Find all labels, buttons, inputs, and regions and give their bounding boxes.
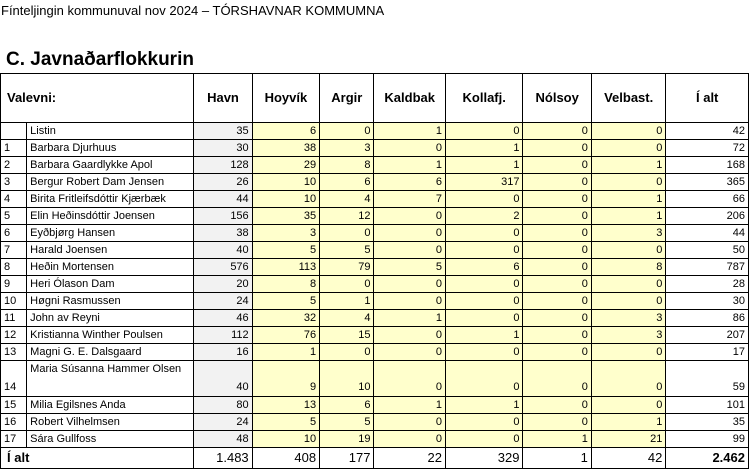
votes-argir: 1 (320, 293, 374, 310)
votes-total: 101 (666, 397, 749, 414)
votes-kaldbak: 0 (374, 431, 445, 448)
votes-argir: 19 (320, 431, 374, 448)
votes-nolsoy: 0 (523, 397, 591, 414)
votes-hoyvik: 9 (252, 361, 319, 397)
col-header-nolsoy: Nólsoy (523, 74, 591, 123)
votes-havn: 156 (194, 208, 252, 225)
votes-kollafj: 0 (445, 310, 523, 327)
votes-havn: 38 (194, 225, 252, 242)
row-index: 1 (1, 140, 27, 157)
votes-hoyvik: 5 (252, 293, 319, 310)
document-title: Fínteljingin kommunuval nov 2024 – TÓRSHAVNAR KOMMUMNA (1, 3, 385, 18)
votes-argir: 8 (320, 157, 374, 174)
votes-argir: 15 (320, 327, 374, 344)
votes-havn: 30 (194, 140, 252, 157)
table-row (1, 276, 749, 293)
votes-kaldbak: 5 (374, 259, 445, 276)
total-velbast: 42 (591, 448, 665, 469)
votes-kaldbak: 0 (374, 242, 445, 259)
total-grand: 2.462 (666, 448, 749, 469)
row-index: 11 (1, 310, 27, 327)
votes-kaldbak: 0 (374, 293, 445, 310)
votes-velbast: 3 (591, 225, 665, 242)
votes-argir: 5 (320, 414, 374, 431)
votes-havn: 40 (194, 361, 252, 397)
votes-kollafj: 0 (445, 191, 523, 208)
votes-total: 99 (666, 431, 749, 448)
votes-velbast: 0 (591, 344, 665, 361)
votes-argir: 4 (320, 310, 374, 327)
votes-total: 207 (666, 327, 749, 344)
candidate-name: Barbara Djurhuus (27, 140, 194, 157)
votes-havn: 112 (194, 327, 252, 344)
votes-kaldbak: 1 (374, 397, 445, 414)
votes-hoyvik: 8 (252, 276, 319, 293)
votes-velbast: 1 (591, 414, 665, 431)
votes-kollafj: 0 (445, 276, 523, 293)
votes-nolsoy: 0 (523, 208, 591, 225)
votes-nolsoy: 0 (523, 259, 591, 276)
votes-kollafj: 0 (445, 242, 523, 259)
votes-total: 50 (666, 242, 749, 259)
votes-velbast: 8 (591, 259, 665, 276)
votes-total: 86 (666, 310, 749, 327)
candidate-name: Kristianna Winther Poulsen (27, 327, 194, 344)
votes-hoyvik: 10 (252, 174, 319, 191)
candidate-name: Eyðbjørg Hansen (27, 225, 194, 242)
votes-havn: 44 (194, 191, 252, 208)
candidate-name: Bergur Robert Dam Jensen (27, 174, 194, 191)
col-header-kollafj: Kollafj. (445, 74, 523, 123)
votes-hoyvik: 113 (252, 259, 319, 276)
row-index: 9 (1, 276, 27, 293)
votes-total: 59 (666, 361, 749, 397)
votes-hoyvik: 29 (252, 157, 319, 174)
row-index: 7 (1, 242, 27, 259)
votes-kaldbak: 0 (374, 225, 445, 242)
votes-havn: 24 (194, 293, 252, 310)
row-index: 12 (1, 327, 27, 344)
votes-argir: 0 (320, 276, 374, 293)
votes-nolsoy: 0 (523, 344, 591, 361)
votes-total: 17 (666, 344, 749, 361)
candidate-name: Høgni Rasmussen (27, 293, 194, 310)
candidate-name: John av Reyni (27, 310, 194, 327)
votes-hoyvik: 35 (252, 208, 319, 225)
votes-kaldbak: 6 (374, 174, 445, 191)
votes-hoyvik: 1 (252, 344, 319, 361)
total-nolsoy: 1 (523, 448, 591, 469)
votes-kollafj: 2 (445, 208, 523, 225)
votes-argir: 3 (320, 140, 374, 157)
row-index: 2 (1, 157, 27, 174)
total-row (1, 448, 749, 469)
row-index: 15 (1, 397, 27, 414)
table-row (1, 157, 749, 174)
votes-kollafj: 0 (445, 225, 523, 242)
votes-kaldbak: 0 (374, 327, 445, 344)
table-row (1, 344, 749, 361)
table-row (1, 259, 749, 276)
votes-hoyvik: 10 (252, 191, 319, 208)
votes-argir: 79 (320, 259, 374, 276)
votes-velbast: 3 (591, 327, 665, 344)
col-header-kaldbak: Kaldbak (374, 74, 445, 123)
votes-havn: 46 (194, 310, 252, 327)
votes-havn: 40 (194, 242, 252, 259)
candidate-name: Birita Fritleifsdóttir Kjærbæk (27, 191, 194, 208)
table-row (1, 397, 749, 414)
candidate-name: Milia Egilsnes Anda (27, 397, 194, 414)
results-table (0, 73, 749, 469)
candidate-name: Sára Gullfoss (27, 431, 194, 448)
votes-kaldbak: 1 (374, 157, 445, 174)
votes-total: 30 (666, 293, 749, 310)
votes-hoyvik: 6 (252, 123, 319, 140)
votes-kaldbak: 0 (374, 208, 445, 225)
votes-kollafj: 0 (445, 361, 523, 397)
section-title: C. Javnaðarflokkurin (6, 49, 194, 70)
votes-total: 365 (666, 174, 749, 191)
table-row (1, 174, 749, 191)
votes-total: 44 (666, 225, 749, 242)
votes-nolsoy: 0 (523, 191, 591, 208)
votes-velbast: 3 (591, 310, 665, 327)
row-index: 3 (1, 174, 27, 191)
votes-kollafj: 0 (445, 293, 523, 310)
table-row (1, 208, 749, 225)
row-index: 16 (1, 414, 27, 431)
col-header-havn: Havn (194, 74, 252, 123)
votes-argir: 0 (320, 225, 374, 242)
votes-kaldbak: 1 (374, 310, 445, 327)
candidate-name: Harald Joensen (27, 242, 194, 259)
table-row (1, 414, 749, 431)
table-row (1, 293, 749, 310)
votes-velbast: 21 (591, 431, 665, 448)
votes-velbast: 0 (591, 397, 665, 414)
candidate-name: Magni G. E. Dalsgaard (27, 344, 194, 361)
votes-velbast: 1 (591, 191, 665, 208)
votes-argir: 0 (320, 123, 374, 140)
votes-havn: 24 (194, 414, 252, 431)
votes-argir: 0 (320, 344, 374, 361)
row-index: 6 (1, 225, 27, 242)
votes-velbast: 0 (591, 123, 665, 140)
candidate-name: Elin Heðinsdóttir Joensen (27, 208, 194, 225)
votes-velbast: 0 (591, 174, 665, 191)
votes-havn: 20 (194, 276, 252, 293)
votes-total: 35 (666, 414, 749, 431)
votes-kaldbak: 7 (374, 191, 445, 208)
row-index: 14 (1, 361, 27, 397)
col-header-hoyvik: Hoyvík (252, 74, 319, 123)
col-header-velbast: Velbast. (591, 74, 665, 123)
table-row (1, 191, 749, 208)
votes-nolsoy: 0 (523, 361, 591, 397)
votes-nolsoy: 1 (523, 431, 591, 448)
votes-kaldbak: 0 (374, 414, 445, 431)
votes-kollafj: 1 (445, 157, 523, 174)
votes-kaldbak: 0 (374, 361, 445, 397)
votes-kollafj: 6 (445, 259, 523, 276)
votes-velbast: 0 (591, 242, 665, 259)
votes-hoyvik: 5 (252, 242, 319, 259)
votes-velbast: 1 (591, 157, 665, 174)
votes-argir: 5 (320, 242, 374, 259)
votes-nolsoy: 0 (523, 140, 591, 157)
table-row (1, 327, 749, 344)
votes-nolsoy: 0 (523, 225, 591, 242)
row-index (1, 123, 27, 140)
total-kollafj: 329 (445, 448, 523, 469)
table-row (1, 140, 749, 157)
votes-kollafj: 1 (445, 397, 523, 414)
votes-kaldbak: 0 (374, 344, 445, 361)
votes-havn: 48 (194, 431, 252, 448)
votes-havn: 16 (194, 344, 252, 361)
row-index: 10 (1, 293, 27, 310)
votes-total: 168 (666, 157, 749, 174)
votes-argir: 10 (320, 361, 374, 397)
row-index: 8 (1, 259, 27, 276)
candidate-name: Maria Súsanna Hammer Olsen (27, 361, 194, 397)
votes-hoyvik: 13 (252, 397, 319, 414)
table-row (1, 225, 749, 242)
votes-kaldbak: 1 (374, 123, 445, 140)
votes-kollafj: 0 (445, 431, 523, 448)
votes-nolsoy: 0 (523, 174, 591, 191)
col-header-total: Í alt (666, 74, 749, 123)
votes-havn: 35 (194, 123, 252, 140)
votes-nolsoy: 0 (523, 414, 591, 431)
votes-total: 66 (666, 191, 749, 208)
votes-velbast: 0 (591, 276, 665, 293)
votes-hoyvik: 10 (252, 431, 319, 448)
votes-argir: 12 (320, 208, 374, 225)
table-row (1, 242, 749, 259)
col-header-candidate: Valevni: (1, 74, 194, 123)
votes-kollafj: 317 (445, 174, 523, 191)
votes-havn: 26 (194, 174, 252, 191)
table-row (1, 123, 749, 140)
row-index: 4 (1, 191, 27, 208)
votes-velbast: 1 (591, 208, 665, 225)
col-header-argir: Argir (320, 74, 374, 123)
votes-nolsoy: 0 (523, 276, 591, 293)
votes-velbast: 0 (591, 293, 665, 310)
table-row (1, 310, 749, 327)
votes-total: 28 (666, 276, 749, 293)
votes-havn: 576 (194, 259, 252, 276)
votes-nolsoy: 0 (523, 327, 591, 344)
candidate-name: Barbara Gaardlykke Apol (27, 157, 194, 174)
candidate-name: Heri Ólason Dam (27, 276, 194, 293)
votes-total: 206 (666, 208, 749, 225)
votes-velbast: 0 (591, 140, 665, 157)
total-kaldbak: 22 (374, 448, 445, 469)
votes-argir: 6 (320, 174, 374, 191)
candidate-name: Listin (27, 123, 194, 140)
total-argir: 177 (320, 448, 374, 469)
votes-nolsoy: 0 (523, 293, 591, 310)
votes-kollafj: 0 (445, 123, 523, 140)
row-index: 5 (1, 208, 27, 225)
votes-nolsoy: 0 (523, 310, 591, 327)
votes-total: 72 (666, 140, 749, 157)
total-label: Í alt (1, 448, 194, 469)
votes-total: 42 (666, 123, 749, 140)
votes-kollafj: 1 (445, 140, 523, 157)
votes-kollafj: 1 (445, 327, 523, 344)
votes-kollafj: 0 (445, 344, 523, 361)
candidate-name: Heðin Mortensen (27, 259, 194, 276)
votes-hoyvik: 32 (252, 310, 319, 327)
votes-argir: 4 (320, 191, 374, 208)
row-index: 13 (1, 344, 27, 361)
votes-hoyvik: 76 (252, 327, 319, 344)
header-row (1, 74, 749, 123)
votes-argir: 6 (320, 397, 374, 414)
votes-hoyvik: 5 (252, 414, 319, 431)
votes-havn: 80 (194, 397, 252, 414)
votes-hoyvik: 3 (252, 225, 319, 242)
total-havn: 1.483 (194, 448, 252, 469)
table-row (1, 361, 749, 397)
votes-total: 787 (666, 259, 749, 276)
votes-kaldbak: 0 (374, 276, 445, 293)
votes-velbast: 0 (591, 361, 665, 397)
votes-kollafj: 0 (445, 414, 523, 431)
votes-kaldbak: 0 (374, 140, 445, 157)
row-index: 17 (1, 431, 27, 448)
votes-nolsoy: 0 (523, 242, 591, 259)
votes-nolsoy: 0 (523, 157, 591, 174)
table-row (1, 431, 749, 448)
votes-nolsoy: 0 (523, 123, 591, 140)
votes-havn: 128 (194, 157, 252, 174)
votes-hoyvik: 38 (252, 140, 319, 157)
total-hoyvik: 408 (252, 448, 319, 469)
candidate-name: Robert Vilhelmsen (27, 414, 194, 431)
results-body (1, 123, 749, 469)
